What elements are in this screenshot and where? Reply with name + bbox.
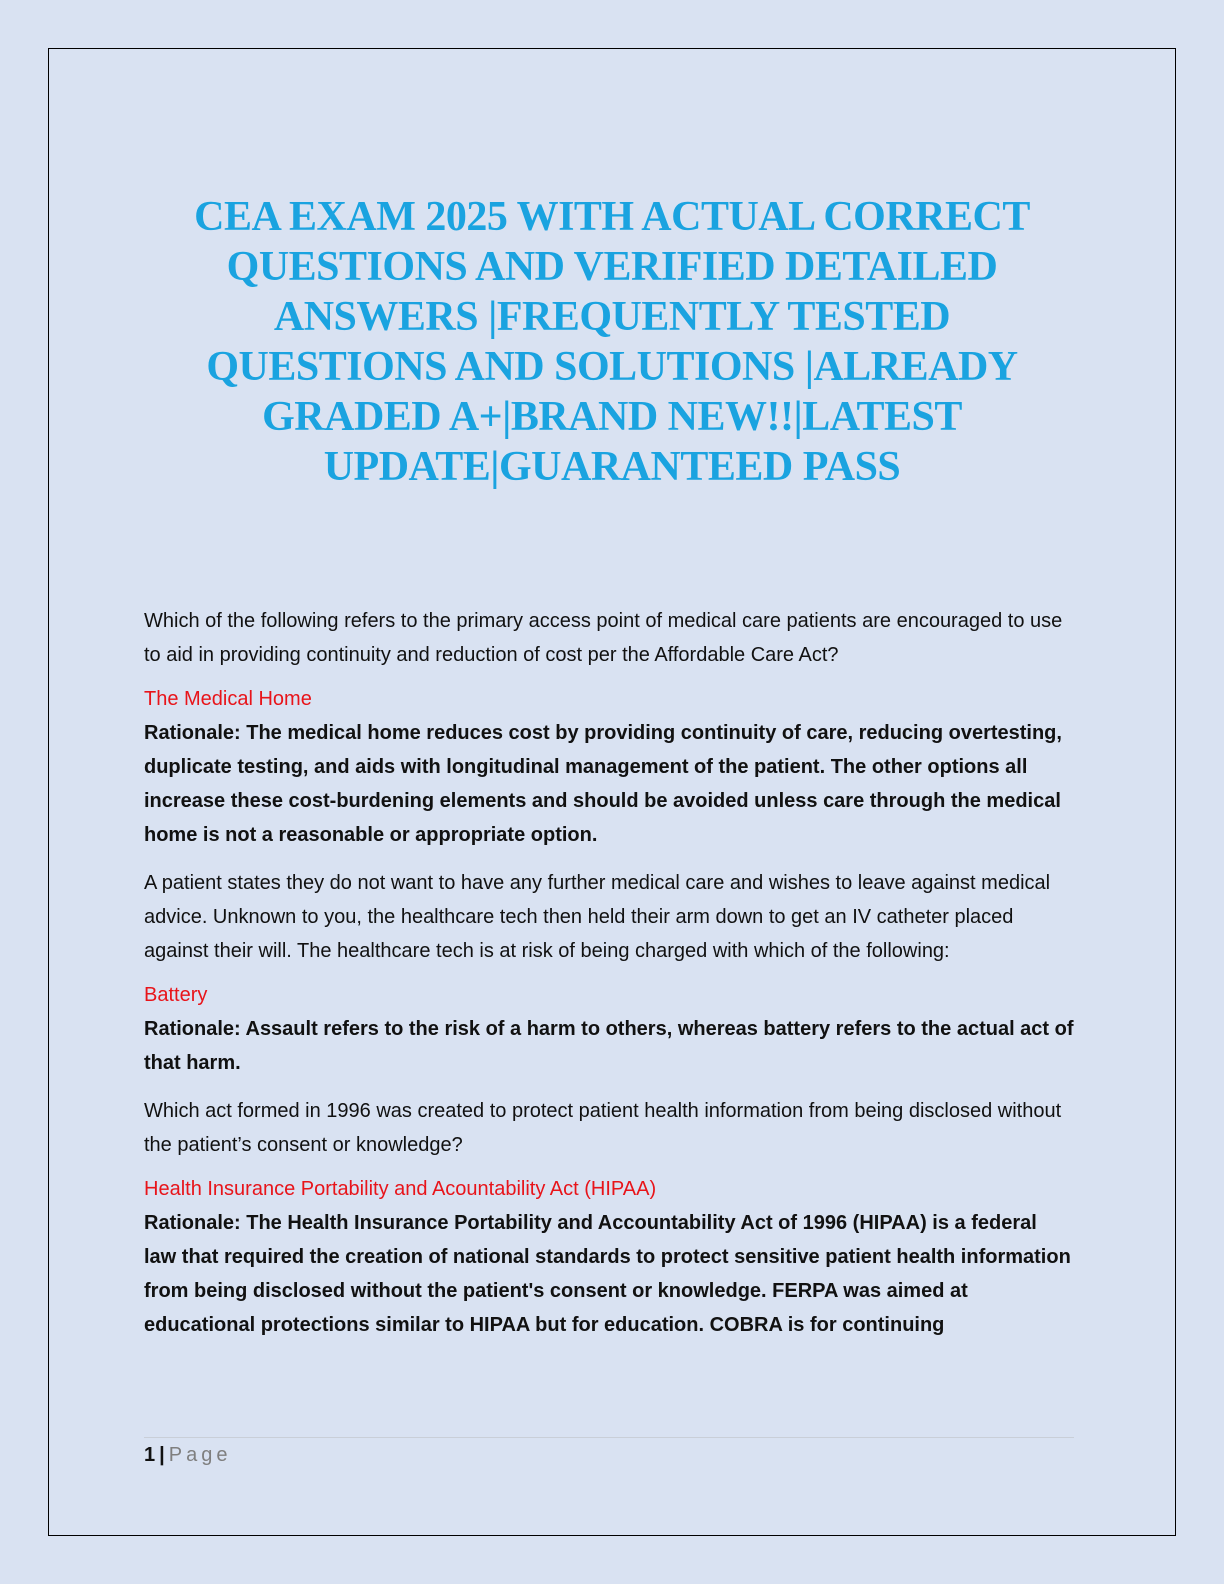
footer-divider bbox=[144, 1437, 1074, 1438]
rationale-text: Rationale: Assault refers to the risk of a harm to others, whereas battery refers to the actual act of that harm. bbox=[144, 1018, 1074, 1074]
qa-item bbox=[144, 866, 1074, 1080]
document-body bbox=[144, 604, 1074, 1356]
question-text: Which act formed in 1996 was created to protect patient health information from being disclosed without the patient’s consent or knowledge? bbox=[144, 1100, 1062, 1156]
qa-item bbox=[144, 604, 1074, 852]
title-line: ANSWERS |FREQUENTLY TESTED bbox=[273, 294, 951, 340]
qa-item bbox=[144, 1094, 1074, 1342]
answer-text: The Medical Home bbox=[144, 688, 312, 710]
page-footer bbox=[144, 1441, 231, 1469]
rationale-text: Rationale: The medical home reduces cost by providing continuity of care, reducing overtesting, duplicate testing, and aids with longitudinal management of the patient. The other options all increase these cost-burdening elements and should be avoided unless care through the medical home is not a reasonable or appropriate option. bbox=[144, 722, 1062, 846]
title-line: QUESTIONS AND VERIFIED DETAILED bbox=[226, 244, 998, 290]
document-title bbox=[150, 192, 1074, 492]
question-text: Which of the following refers to the primary access point of medical care patients are encouraged to use to aid in providing continuity and reduction of cost per the Affordable Care Act? bbox=[144, 610, 1063, 666]
title-line: UPDATE|GUARANTEED PASS bbox=[323, 444, 901, 490]
page-label: Page bbox=[168, 1444, 232, 1466]
question-text: A patient states they do not want to have any further medical care and wishes to leave against medical advice. Unknown to you, the healthcare tech then held their arm down to get an IV catheter placed against their will. The healthcare tech is at risk of being charged with which of the following: bbox=[144, 872, 1051, 962]
rationale-text: Rationale: The Health Insurance Portability and Accountability Act of 1996 (HIPAA) is a federal law that required the creation of national standards to protect sensitive patient health information from being disclosed without the patient's consent or knowledge. FERPA was aimed at educational protections similar to HIPAA but for education. COBRA is for continuing bbox=[144, 1212, 1071, 1336]
answer-text: Health Insurance Portability and Acountability Act (HIPAA) bbox=[144, 1178, 657, 1200]
footer-separator: | bbox=[159, 1444, 165, 1466]
answer-text: Battery bbox=[144, 984, 208, 1006]
title-line: QUESTIONS AND SOLUTIONS |ALREADY bbox=[206, 344, 1018, 390]
page-number: 1 bbox=[144, 1444, 156, 1466]
title-line: GRADED A+|BRAND NEW!!|LATEST bbox=[262, 394, 962, 440]
title-line: CEA EXAM 2025 WITH ACTUAL CORRECT bbox=[194, 194, 1030, 240]
